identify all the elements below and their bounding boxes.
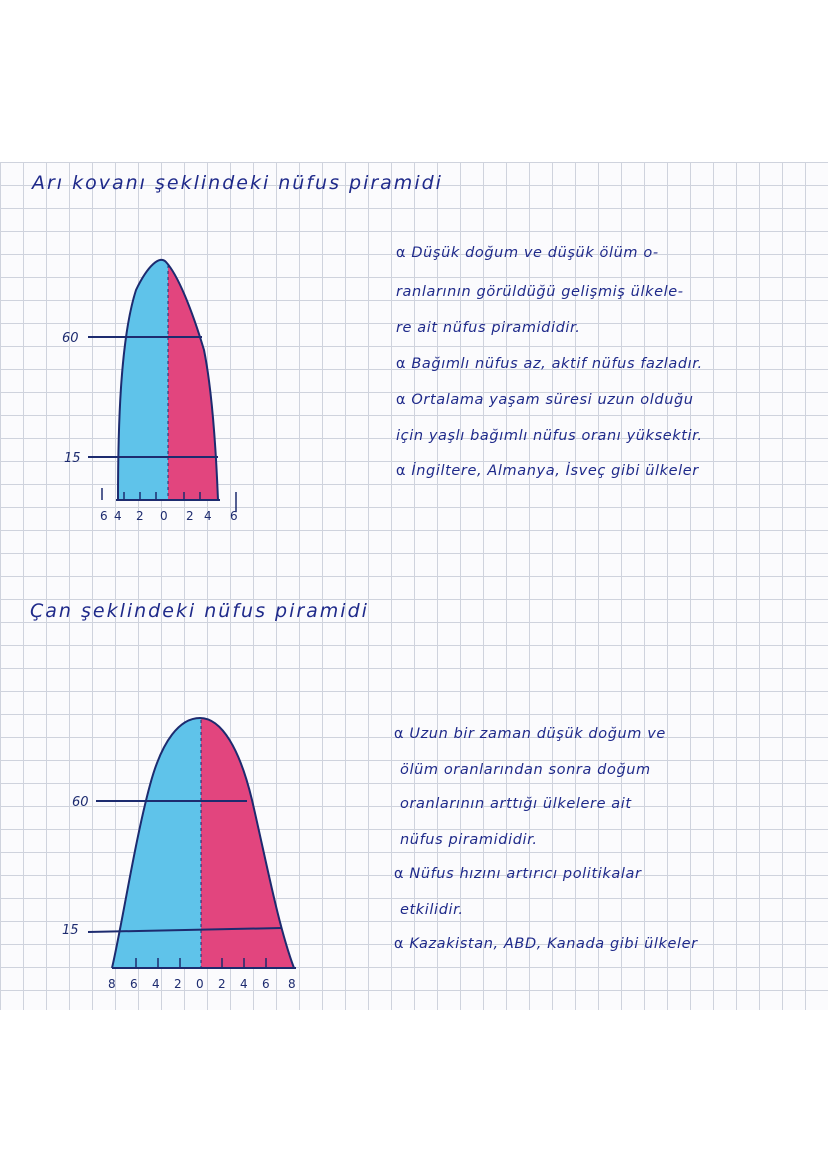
tick: 6 — [230, 509, 238, 523]
tick: 2 — [136, 509, 144, 523]
tick: 4 — [240, 977, 248, 991]
tick: 2 — [218, 977, 226, 991]
section2-title: Çan şeklindeki nüfus piramidi — [30, 600, 369, 622]
section1-bullet: ⍺ Bağımlı nüfus az, aktif nüfus fazladır. — [396, 356, 703, 372]
section2-bullet: ⍺ Uzun bir zaman düşük doğum ve — [394, 726, 666, 742]
tick: 8 — [288, 977, 296, 991]
section2-bullet: ⍺ Kazakistan, ABD, Kanada gibi ülkeler — [394, 936, 698, 952]
section2-bullet: oranlarının arttığı ülkelere ait — [400, 796, 632, 812]
section2-bullet: nüfus piramididir. — [400, 832, 538, 848]
tick: 4 — [152, 977, 160, 991]
tick: 2 — [174, 977, 182, 991]
age-label-15: 15 — [64, 451, 81, 466]
age-label-15: 15 — [62, 923, 79, 938]
section1-bullet: ranlarının görüldüğü gelişmiş ülkele- — [396, 284, 684, 300]
section1-bullet: için yaşlı bağımlı nüfus oranı yüksektir. — [396, 428, 703, 444]
tick: 6 — [130, 977, 138, 991]
age-label-60: 60 — [62, 331, 79, 346]
beehive-pyramid — [0, 250, 260, 530]
tick: 4 — [204, 509, 212, 523]
section1-bullet: ⍺ İngiltere, Almanya, İsveç gibi ülkeler — [396, 463, 699, 479]
x-axis-ticks — [100, 509, 238, 523]
x-axis-ticks — [108, 977, 296, 991]
tick: 4 — [114, 509, 122, 523]
section1-title: Arı kovanı şeklindeki nüfus piramidi — [32, 172, 443, 194]
section2-bullet: etkilidir. — [400, 902, 464, 918]
bell-pyramid — [0, 700, 320, 1000]
tick: 8 — [108, 977, 116, 991]
section1-bullet: re ait nüfus piramididir. — [396, 320, 581, 336]
tick: 6 — [262, 977, 270, 991]
tick: 2 — [186, 509, 194, 523]
tick: 0 — [196, 977, 204, 991]
age-label-60: 60 — [72, 795, 89, 810]
section2-bullet: ölüm oranlarından sonra doğum — [400, 762, 651, 778]
section1-bullet: ⍺ Ortalama yaşam süresi uzun olduğu — [396, 392, 694, 408]
section1-bullet: ⍺ Düşük doğum ve düşük ölüm o- — [396, 245, 659, 261]
tick: 0 — [160, 509, 168, 523]
section2-bullet: ⍺ Nüfus hızını artırıcı politikalar — [394, 866, 642, 882]
female-area — [168, 250, 228, 502]
tick: 6 — [100, 509, 108, 523]
